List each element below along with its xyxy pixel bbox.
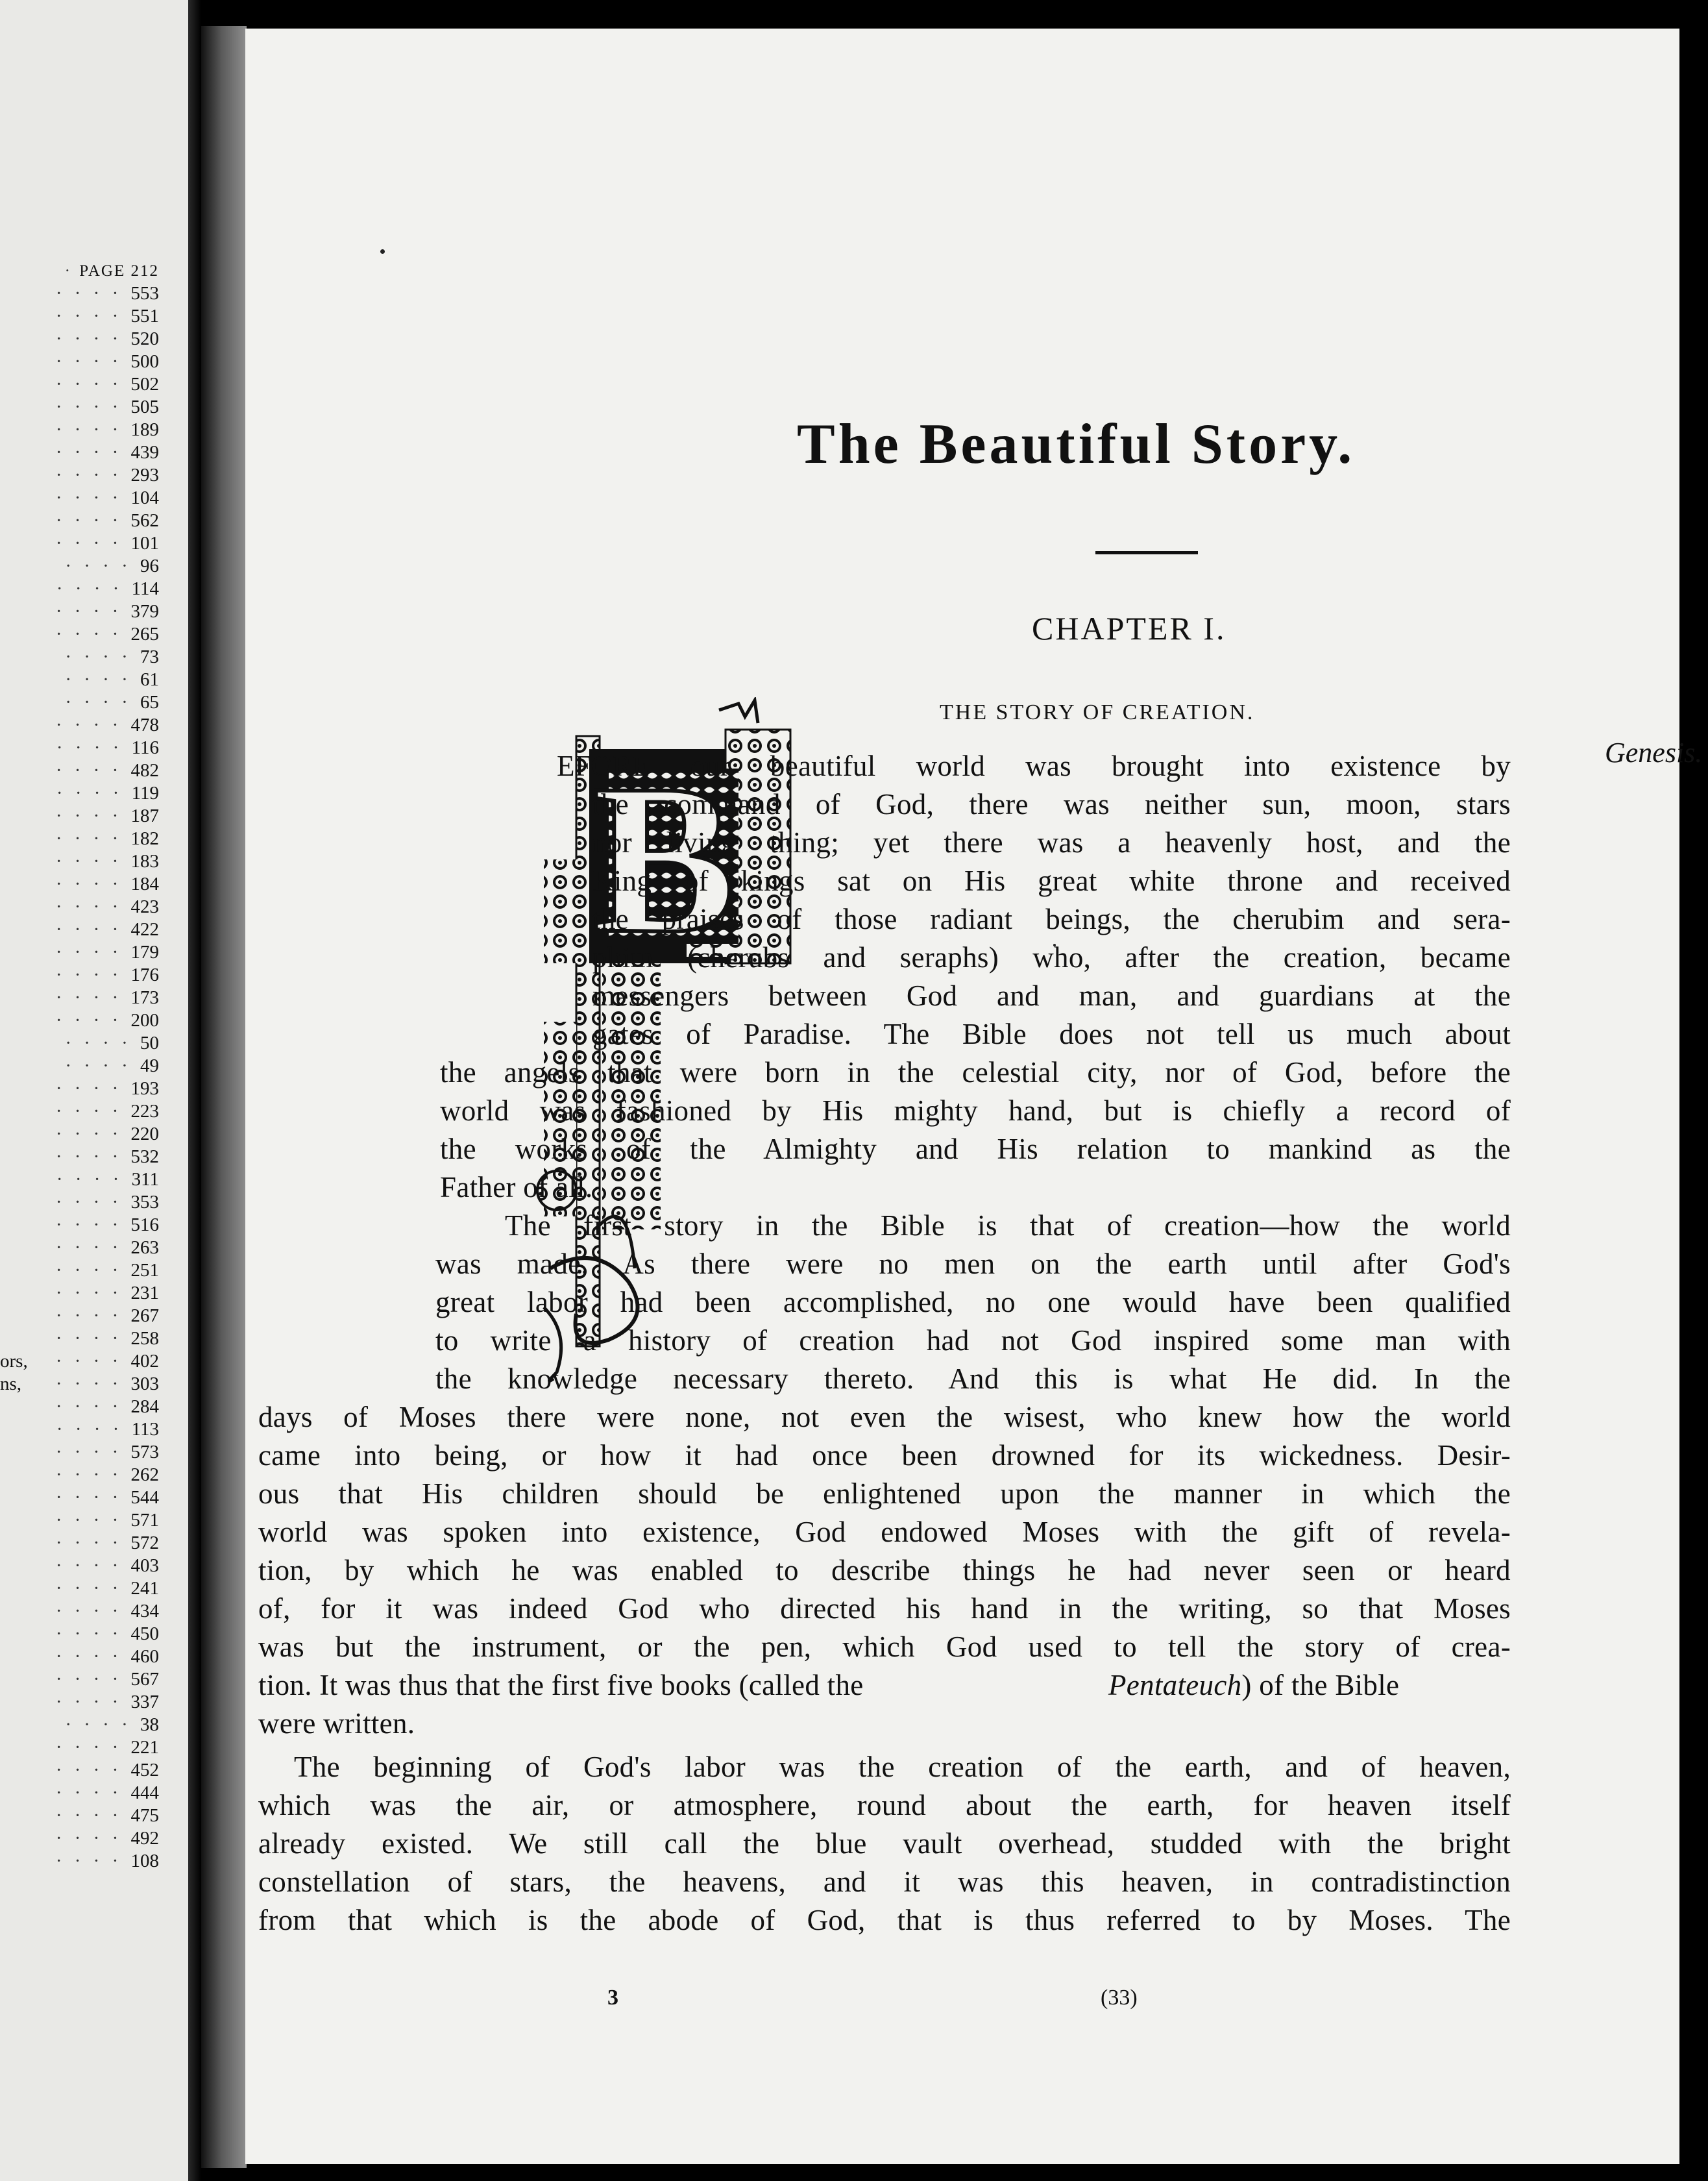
text-line: world was fashioned by His mighty hand, but is chiefly a record of [440, 1094, 1511, 1127]
leader-dots: · · · · [55, 1260, 131, 1281]
index-entry [0, 918, 159, 941]
leader-dots: · · · · [55, 851, 131, 872]
leader-dots: · · · · [55, 1101, 131, 1122]
index-entry [0, 419, 159, 441]
leader-dots: · · · · [55, 1124, 131, 1144]
index-entry [0, 555, 159, 578]
text-line: The first story in the Bible is that of creation—how the world [505, 1209, 1511, 1242]
right-page [245, 29, 1703, 2164]
index-entry [0, 1782, 159, 1805]
leader-dots: · · · · [55, 1283, 131, 1303]
index-entry [0, 1645, 159, 1668]
leader-dots: · · · · [55, 1578, 131, 1599]
index-entry [0, 1668, 159, 1691]
index-entry [0, 782, 159, 805]
index-entry [0, 1327, 159, 1350]
chapter-heading: CHAPTER I. [1032, 610, 1226, 647]
page-number: (33) [1101, 1986, 1138, 2010]
index-entry-fragment: ns, [0, 1374, 22, 1394]
index-entry [0, 805, 159, 828]
text-line: King of kings sat on His great white throne and received [592, 865, 1511, 897]
text-line: the works of the Almighty and His relation to mankind as the [440, 1133, 1511, 1165]
page-title: The Beautiful Story. [797, 413, 1356, 476]
index-page-number: 475 [130, 1805, 159, 1826]
text-line: days of Moses there were none, not even the wisest, who knew how the world [258, 1401, 1511, 1433]
index-entry [0, 373, 159, 396]
index-page-number: 258 [130, 1328, 159, 1349]
leader-dots: · · · · [65, 1055, 140, 1076]
text-line: already existed. We still call the blue vault overhead, studded with the bright [258, 1827, 1511, 1860]
index-page-number: 187 [130, 806, 159, 826]
leader-dots: · · · · [55, 1828, 131, 1849]
index-entry [0, 1396, 159, 1418]
leader-dots: · · · · [55, 1669, 131, 1690]
leader-dots: · · · · [55, 1010, 131, 1031]
leader-dots: · · · · [55, 1442, 131, 1462]
index-entry [0, 1214, 159, 1237]
index-entry [0, 1441, 159, 1464]
title-rule [1095, 551, 1198, 554]
index-entry [0, 510, 159, 532]
index-entry [0, 1100, 159, 1123]
index-entry [0, 1623, 159, 1645]
index-page-number: 104 [130, 487, 159, 508]
index-page-number: 116 [131, 737, 159, 758]
index-entry [0, 1827, 159, 1850]
leader-dots: · · · · [55, 1237, 131, 1258]
index-entry [0, 1509, 159, 1532]
index-entry [0, 532, 159, 555]
index-entry [0, 1486, 159, 1509]
index-page-number: 482 [130, 760, 159, 781]
text-line: from that which is the abode of God, that is thus referred to by Moses. The [258, 1904, 1511, 1936]
leader-dots: · · · · [55, 760, 131, 781]
index-entry [0, 441, 159, 464]
index-page-number: 573 [130, 1442, 159, 1462]
text-line: gates of Paradise. The Bible does not tell us much about [592, 1018, 1511, 1050]
index-entry [0, 1305, 159, 1327]
leader-dots: · · · · [55, 465, 131, 486]
leader-dots: · · · · [55, 510, 131, 531]
leader-dots: · · · · [55, 987, 131, 1008]
index-page-number: 353 [130, 1192, 159, 1213]
index-entry [0, 691, 159, 714]
index-entry [0, 964, 159, 987]
text-line: to write a history of creation had not God inspired some man with [435, 1324, 1511, 1357]
index-entry [0, 828, 159, 850]
leader-dots: · · · · [55, 1601, 131, 1621]
text-fragment: ) of the Bible [1241, 1669, 1400, 1701]
index-page-number: 379 [130, 601, 159, 622]
index-page-number: 567 [130, 1669, 159, 1690]
index-page-number: 73 [140, 647, 159, 667]
leader-dots: · · · · [65, 1033, 140, 1054]
leader-dots: · · · · [56, 1419, 132, 1440]
index-page-number: 182 [130, 828, 159, 849]
index-page-number: 284 [130, 1396, 159, 1417]
leader-dots: · · · · [55, 1760, 131, 1781]
index-page-number: 200 [130, 1010, 159, 1031]
index-page-number: 184 [130, 874, 159, 894]
index-entry [0, 1191, 159, 1214]
leader-dots: · · · · [55, 1078, 131, 1099]
text-line: world was spoken into existence, God endowed Moses with the gift of revela- [258, 1516, 1511, 1548]
leader-dots: · · · · [65, 669, 140, 690]
index-entry [0, 623, 159, 646]
source-reference: Genesis. [1605, 737, 1703, 769]
index-page-number: 50 [140, 1033, 159, 1054]
leader-dots: · · · · [55, 806, 131, 826]
index-page-number: 231 [130, 1283, 159, 1303]
index-page-number: 183 [130, 851, 159, 872]
text-line: of, for it was indeed God who directed his hand in the writing, so that Moses [258, 1592, 1511, 1625]
index-page-number: 439 [130, 442, 159, 463]
leader-dots: · · · · [55, 1396, 131, 1417]
index-entry [0, 759, 159, 782]
leader-dots: · · · · [56, 737, 132, 758]
text-line: the knowledge necessary thereto. And this is what He did. In the [435, 1362, 1511, 1395]
leader-dots: · · · · [55, 828, 131, 849]
index-entry [0, 1464, 159, 1486]
index-page-number: 450 [130, 1623, 159, 1644]
chapter-subtitle: THE STORY OF CREATION. [940, 700, 1255, 724]
index-entry [0, 850, 159, 873]
leader-dots: · · · · [55, 965, 131, 985]
index-entry [0, 1123, 159, 1146]
text-line: came into being, or how it had once been drowned for its wickedness. Desir- [258, 1439, 1511, 1472]
leader-dots: · · · · [55, 874, 131, 894]
index-entry-fragment: ors, [0, 1351, 28, 1372]
index-page-number: 434 [130, 1601, 159, 1621]
index-entry [0, 1577, 159, 1600]
index-entry [0, 1850, 159, 1873]
index-entry [0, 1736, 159, 1759]
leader-dots: · · · · [56, 783, 132, 804]
leader-dots: · · · · [55, 1510, 131, 1531]
leader-dots: · · · · [55, 328, 131, 349]
leader-dots: · · · · [65, 692, 140, 713]
index-entry [0, 1282, 159, 1305]
leader-dots: · · · · [55, 1782, 131, 1803]
leader-dots: · · · · [55, 351, 131, 372]
index-entry [0, 1078, 159, 1100]
index-page-number: 101 [130, 533, 159, 554]
index-page-number: 520 [130, 328, 159, 349]
index-column [0, 260, 159, 1873]
index-page-number: 221 [130, 1737, 159, 1758]
leader-dots: · · · · [65, 647, 140, 667]
leader-dots: · · · · [55, 919, 131, 940]
index-page-number: 114 [131, 578, 159, 599]
leader-dots: · · · · [55, 1464, 131, 1485]
index-page-number: 108 [130, 1851, 159, 1871]
leader-dots: · · · · [55, 1305, 131, 1326]
index-page-number: 193 [130, 1078, 159, 1099]
leader-dots: · · · · [55, 1146, 131, 1167]
text-line: tion, by which he was enabled to describe things he had never seen or heard [258, 1554, 1511, 1586]
index-page-number: 49 [140, 1055, 159, 1076]
leader-dots: · · · · [55, 533, 131, 554]
text-line: The beginning of God's labor was the creation of the earth, and of heaven, [294, 1751, 1511, 1783]
index-page-number: 173 [130, 987, 159, 1008]
index-entry [0, 987, 159, 1009]
leader-dots: · · · · [55, 1351, 131, 1372]
index-page-number: 176 [130, 965, 159, 985]
index-page-number: 422 [130, 919, 159, 940]
index-entry [0, 646, 159, 669]
index-entry [0, 600, 159, 623]
index-page-number: 241 [130, 1578, 159, 1599]
index-page-number: 113 [131, 1419, 159, 1440]
index-entry [0, 305, 159, 328]
index-entry [0, 487, 159, 510]
leader-dots: · · · · [55, 1623, 131, 1644]
index-page-number: 311 [131, 1169, 159, 1190]
index-entry [0, 1146, 159, 1168]
index-entry [0, 1691, 159, 1714]
index-page-number: 460 [130, 1646, 159, 1667]
index-page-number: 293 [130, 465, 159, 486]
index-page-number: 251 [130, 1260, 159, 1281]
leader-dots: · · · · [55, 715, 131, 735]
leader-dots: · · · · [55, 306, 131, 327]
index-page-number: 267 [130, 1305, 159, 1326]
index-page-number: 532 [130, 1146, 159, 1167]
index-entry [0, 1259, 159, 1282]
index-entry [0, 1555, 159, 1577]
index-entry [0, 1714, 159, 1736]
leader-dots: · · · · [55, 1851, 131, 1871]
index-page-number: 423 [130, 896, 159, 917]
index-entry [0, 1759, 159, 1782]
index-page-number: 303 [130, 1374, 159, 1394]
index-page-number: 265 [130, 624, 159, 645]
leader-dots: · · · · [55, 442, 131, 463]
index-entry [0, 1532, 159, 1555]
leader-dots: · · · · [55, 942, 131, 963]
index-entry [0, 578, 159, 600]
leader-dots: · · · · [55, 1328, 131, 1349]
text-line: nor living thing; yet there was a heavenly host, and the [592, 826, 1511, 859]
index-page-number: 403 [130, 1555, 159, 1576]
index-entry [0, 1237, 159, 1259]
text-line: great labor had been accomplished, no one would have been qualified [435, 1286, 1511, 1318]
leader-dots: · · · · [56, 1169, 132, 1190]
leader-dots: · · · · [55, 1805, 131, 1826]
text-line: tion. It was thus that the first five books (called the [258, 1669, 864, 1701]
index-page-number: 263 [130, 1237, 159, 1258]
leader-dots: · · · · [55, 601, 131, 622]
index-entry [0, 1168, 159, 1191]
index-page-number: 551 [130, 306, 159, 327]
index-page-number: 500 [130, 351, 159, 372]
text-line: was made. As there were no men on the earth until after God's [435, 1248, 1511, 1280]
leader-dots: · · · · [55, 1374, 131, 1394]
leader-dots: · · · · [55, 1555, 131, 1576]
index-page-number: 189 [130, 419, 159, 440]
text-line: ous that His children should be enlightened upon the manner in which the [258, 1477, 1511, 1510]
index-page-number: 571 [130, 1510, 159, 1531]
index-fragments [0, 1350, 26, 1396]
text-line: Father of all. [440, 1171, 593, 1203]
leader-dots: · · · · [55, 624, 131, 645]
signature-mark: 3 [607, 1986, 618, 2010]
leader-dots: · · · · [55, 1646, 131, 1667]
text-line: were written. [258, 1707, 415, 1740]
index-page-number: 65 [140, 692, 159, 713]
text-line: EFORE our beautiful world was brought into existence by [557, 750, 1511, 782]
index-header-label: PAGE 212 [79, 262, 159, 280]
leader-dots: · · · · [55, 896, 131, 917]
leader-dots: · · · · [55, 1487, 131, 1508]
index-entry [0, 896, 159, 918]
index-page-number: 562 [130, 510, 159, 531]
index-page-number: 262 [130, 1464, 159, 1485]
left-page-edge [188, 0, 201, 2181]
index-page-number: 119 [131, 783, 159, 804]
index-page-number: 572 [130, 1533, 159, 1553]
index-entry [0, 714, 159, 737]
text-line: the praises of those radiant beings, the cherubim and sera- [592, 903, 1511, 935]
book-gutter [201, 26, 247, 2168]
leader-dots: · · · · [55, 419, 131, 440]
leader-dots: · · · · [55, 283, 131, 304]
index-entry [0, 464, 159, 487]
text-line: messengers between God and man, and guardians at the [592, 980, 1511, 1012]
leader-dots: · · · · [55, 1533, 131, 1553]
text-line: phim (cherubs and seraphs) who, after the creation, became [592, 941, 1511, 974]
index-page-number: 544 [130, 1487, 159, 1508]
italic-book-title: Pentateuch [1108, 1669, 1242, 1701]
index-page-number: 505 [130, 397, 159, 417]
index-entry [0, 282, 159, 305]
leader-dots: · · · · [55, 1737, 131, 1758]
leader-dots: · · · · [56, 578, 132, 599]
text-line-continuation [1108, 1668, 1399, 1702]
index-entry [0, 737, 159, 759]
index-entry [0, 1805, 159, 1827]
leader-dots: · · · · [55, 1192, 131, 1213]
leader-dots: · · · · [55, 1692, 131, 1712]
text-line: which was the air, or atmosphere, round about the earth, for heaven itself [258, 1789, 1511, 1821]
index-page-number: 220 [130, 1124, 159, 1144]
text-line: the command of God, there was neither sun, moon, stars [592, 788, 1511, 820]
index-page-number: 492 [130, 1828, 159, 1849]
text-line: was but the instrument, or the pen, which God used to tell the story of crea- [258, 1631, 1511, 1663]
leader-dots: · · · · [55, 1214, 131, 1235]
index-entry [0, 941, 159, 964]
index-entry [0, 1600, 159, 1623]
leader-dots: · · · · [55, 397, 131, 417]
index-entry [0, 396, 159, 419]
index-page-number: 223 [130, 1101, 159, 1122]
print-speck [380, 249, 385, 254]
index-page-number: 502 [130, 374, 159, 395]
index-page-number: 402 [130, 1351, 159, 1372]
text-line: constellation of stars, the heavens, and it was this heaven, in contradistinction [258, 1866, 1511, 1898]
index-page-number: 478 [130, 715, 159, 735]
index-page-number: 179 [130, 942, 159, 963]
drop-cap-letter: B [592, 741, 736, 978]
index-entry [0, 1032, 159, 1055]
leader-dots: · · · · [65, 1714, 140, 1735]
index-entry [0, 351, 159, 373]
index-page-number: 96 [140, 556, 159, 576]
left-page [0, 0, 188, 2181]
index-page-number: 444 [130, 1782, 159, 1803]
index-page-number: 38 [140, 1714, 159, 1735]
index-entry [0, 669, 159, 691]
leader-dots: · · · · [65, 556, 140, 576]
index-page-number: 516 [130, 1214, 159, 1235]
leader-dots: · · · · [55, 374, 131, 395]
index-page-number: 337 [130, 1692, 159, 1712]
index-entry [0, 1418, 159, 1441]
index-entry [0, 328, 159, 351]
leader-dots: · · · · [55, 487, 131, 508]
index-entry [0, 873, 159, 896]
index-page-number: 553 [130, 283, 159, 304]
index-header: · PAGE 212 [64, 262, 159, 280]
index-page-number: 61 [140, 669, 159, 690]
text-line: the angels that were born in the celestial city, nor of God, before the [440, 1056, 1511, 1089]
index-page-number: 452 [130, 1760, 159, 1781]
index-entry [0, 1055, 159, 1078]
index-entry [0, 1009, 159, 1032]
